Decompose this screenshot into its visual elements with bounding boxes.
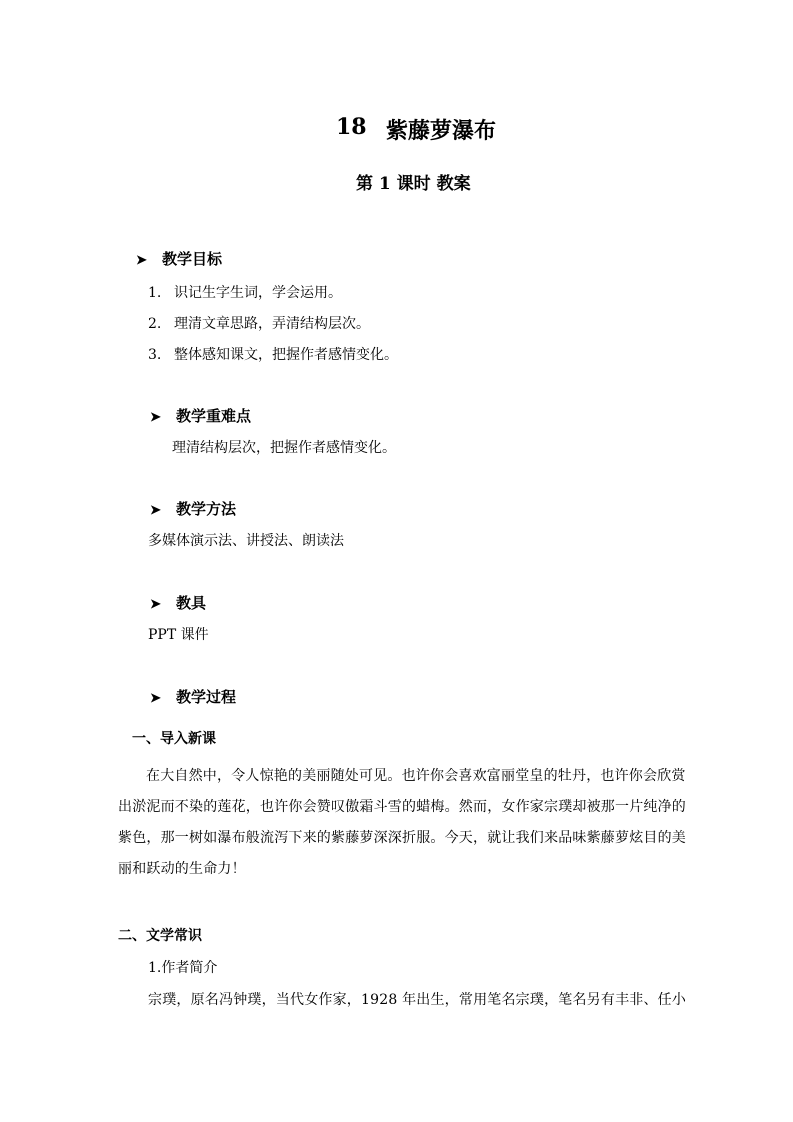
arrow-bullet-icon: ➤ xyxy=(150,597,161,612)
list-item-text: 整体感知课文，把握作者感情变化。 xyxy=(174,347,398,363)
lesson-name: 紫藤萝瀑布 xyxy=(386,118,497,144)
methods-heading xyxy=(150,498,236,519)
key-points-heading xyxy=(150,405,251,426)
goals-heading-text: 教学目标 xyxy=(162,250,223,268)
arrow-bullet-icon: ➤ xyxy=(150,410,161,425)
list-item-text: 理清文章思路，弄清结构层次。 xyxy=(174,316,370,332)
part2-paragraph: 宗璞，原名冯钟璞，当代女作家，1928 年出生，常用笔名宗璞，笔名另有丰非、任小 xyxy=(148,992,687,1008)
arrow-bullet-icon: ➤ xyxy=(150,503,161,518)
list-item xyxy=(148,282,342,302)
methods-text: 多媒体演示法、讲授法、朗读法 xyxy=(148,533,344,549)
key-points-text: 理清结构层次，把握作者感情变化。 xyxy=(172,440,396,456)
process-heading xyxy=(150,686,236,707)
part1-paragraph: 在大自然中，令人惊艳的美丽随处可见。也许你会喜欢富丽堂皇的牡丹，也许你会欣赏出淤泥而不染的莲花，也许你会赞叹傲霜斗雪的蜡梅。然而，女作家宗璞却被那一片纯净的紫色，那一树如瀑布般流泻下来的紫藤萝深深折服。今天，就让我们来品味紫藤萝炫目的美丽和跃动的生命力！ xyxy=(118,768,686,877)
list-item xyxy=(148,313,370,333)
list-item xyxy=(148,344,398,364)
list-item-text: 识记生字生词，学会运用。 xyxy=(174,285,342,301)
page-subtitle: 第 1 课时 教案 xyxy=(356,174,471,194)
tools-heading xyxy=(150,592,206,613)
goals-heading xyxy=(136,248,222,269)
arrow-bullet-icon: ➤ xyxy=(136,253,147,268)
process-heading-text: 教学过程 xyxy=(176,688,237,706)
tools-heading-text: 教具 xyxy=(176,594,207,612)
list-item-number: 1. xyxy=(148,285,162,301)
part1-heading: 一、导入新课 xyxy=(132,731,216,747)
lesson-number: 18 xyxy=(336,114,367,140)
list-item-number: 2. xyxy=(148,316,162,332)
tools-text: PPT 课件 xyxy=(148,627,209,643)
arrow-bullet-icon: ➤ xyxy=(150,691,161,706)
key-points-heading-text: 教学重难点 xyxy=(176,407,252,425)
part2-subheading: 1.作者简介 xyxy=(148,960,218,976)
list-item-number: 3. xyxy=(148,347,162,363)
methods-heading-text: 教学方法 xyxy=(176,500,237,518)
part2-heading: 二、文学常识 xyxy=(118,928,202,944)
